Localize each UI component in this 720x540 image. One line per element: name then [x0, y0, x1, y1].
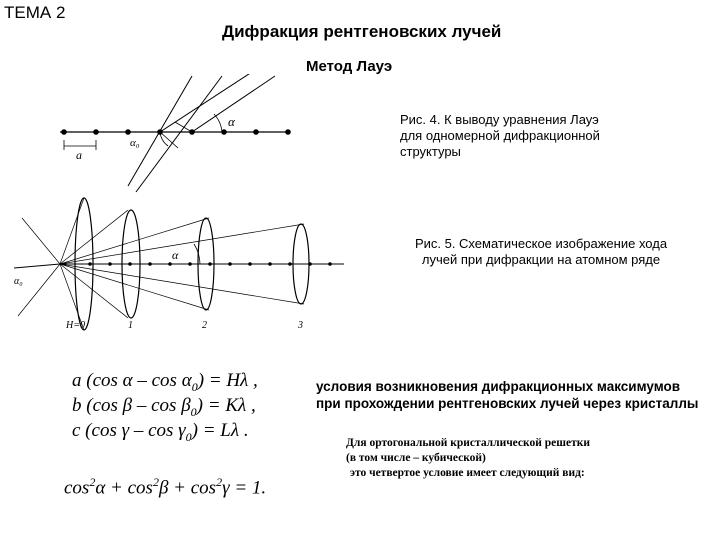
order-label-2: 2: [202, 320, 207, 331]
orthogonal-note: [346, 436, 590, 481]
laue-equation-a: a (cos $\alpha - \cos \alpha_0) = H\lambda$ ,: [72, 370, 258, 394]
note-line: Для ортогональной кристаллической решетки: [346, 437, 590, 449]
figure-4-caption: [400, 112, 600, 160]
laue-equation-c: c (cos $\gamma - \cos \gamma_0) = L\lambda$ .: [72, 420, 249, 444]
alpha-label: α: [172, 248, 179, 262]
figure-5-diagram: [14, 196, 344, 338]
conditions-line: условия возникновения дифракционных максимумов: [316, 379, 681, 394]
laue-equation-b: b (cos $\beta - \cos \beta_0) = K\lambda$ ,: [72, 395, 256, 419]
caption-line: Рис. 4. К выводу уравнения Лауэ: [400, 112, 599, 127]
caption-line: Рис. 5. Схематическое изображение хода: [414, 236, 668, 251]
note-line: это четвертое условие имеет следующий вид:: [350, 467, 585, 479]
alpha0-label: α₀: [14, 276, 23, 287]
figure-4-diagram: [50, 74, 310, 194]
caption-line: лучей при дифракции на атомном ряде: [421, 252, 661, 267]
alpha-label: α: [228, 114, 235, 129]
conditions-line: при прохождении рентгеновских лучей через кристаллы: [316, 396, 699, 411]
caption-line: для одномерной дифракционной: [400, 128, 600, 143]
note-line: (в том числе – кубической): [346, 452, 486, 464]
incident-ray-2: [136, 76, 222, 192]
caption-line: структуры: [400, 144, 461, 159]
order-label-0: H=0: [66, 320, 85, 331]
diffracted-ray-2: [160, 74, 255, 132]
spacing-label: a: [76, 148, 82, 162]
slide-title: Дифракция рентгеновских лучей: [222, 22, 502, 41]
figure-5-caption: [396, 236, 686, 268]
incident-ray: [14, 264, 60, 268]
alpha0-label: α₀: [130, 137, 140, 149]
conditions-text: [316, 378, 698, 412]
cosine-sum-equation: $\cos^2\alpha + \cos^2\beta + \cos^2\gamma = 1$.: [64, 475, 267, 499]
incident-ray-1: [128, 76, 192, 186]
order-label-1: 1: [128, 320, 133, 331]
topic-label: ТЕМА 2: [4, 3, 66, 22]
slide-subtitle: Метод Лауэ: [306, 58, 393, 75]
order-label-3: 3: [298, 320, 303, 331]
path-segment-1: [175, 122, 192, 132]
